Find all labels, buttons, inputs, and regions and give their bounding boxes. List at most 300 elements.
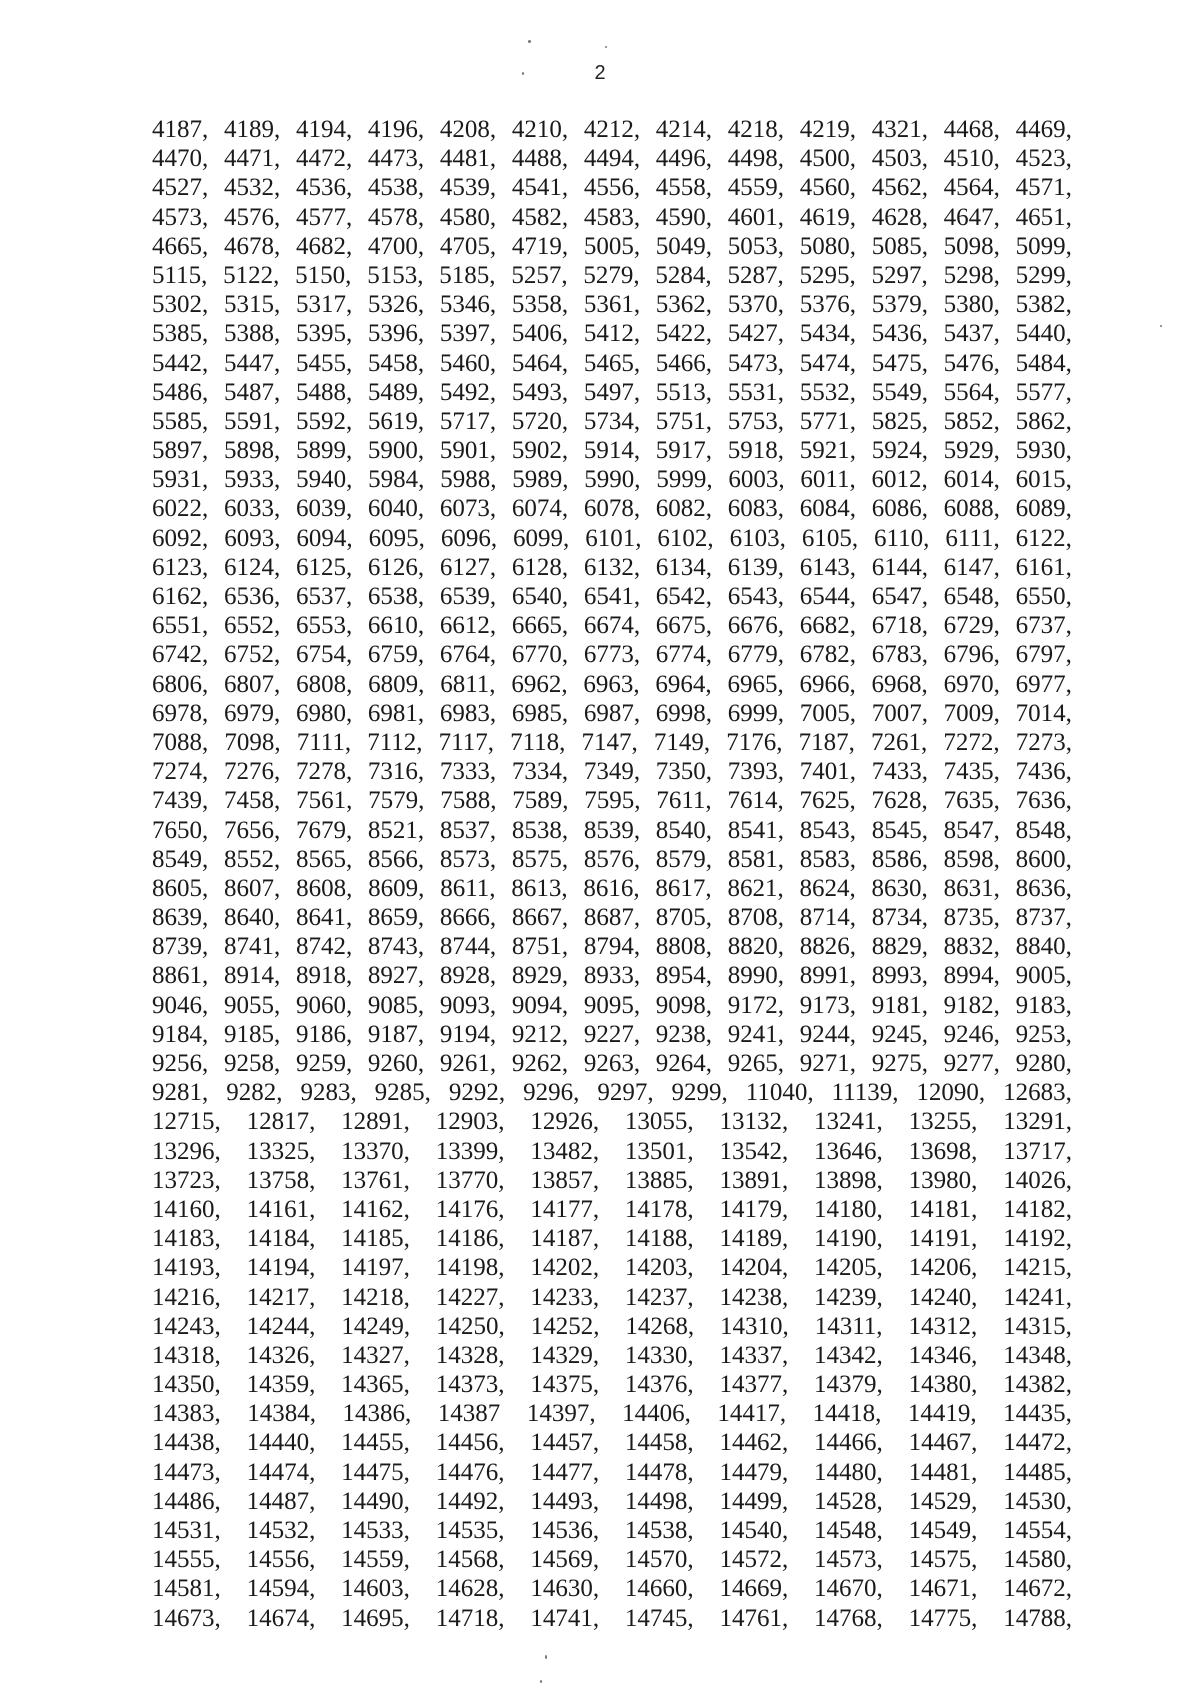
number-entry: 14182, — [1003, 1195, 1072, 1223]
number-entry: 5287, — [727, 261, 784, 289]
number-entry: 9173, — [799, 991, 856, 1019]
number-entry: 8914, — [223, 962, 281, 990]
number-entry: 14455, — [341, 1429, 410, 1457]
number-entry: 14194, — [246, 1254, 316, 1282]
number-entry: 14533, — [341, 1517, 410, 1544]
number-entry: 5474, — [799, 349, 856, 377]
number-entry: 6040, — [367, 495, 425, 523]
number-entry: 4578, — [367, 203, 425, 231]
number-entry: 4538, — [367, 174, 425, 202]
number-entry: 14418, — [812, 1400, 882, 1428]
number-entry: 14473, — [152, 1458, 221, 1486]
number-entry: 6161, — [1015, 553, 1072, 581]
number-entry: 14177, — [530, 1195, 600, 1223]
number-entry: 14373, — [435, 1371, 505, 1399]
number-entry: 8545, — [871, 816, 928, 844]
number-entry: 5924, — [871, 437, 928, 465]
number-entry: 14327, — [341, 1341, 410, 1369]
number-entry: 6985, — [511, 699, 569, 727]
number-entry: 5380, — [943, 291, 1000, 319]
number-entry: 5460, — [439, 349, 497, 377]
number-entry: 6086, — [871, 495, 928, 523]
number-entry: 13255, — [908, 1108, 978, 1136]
number-line — [152, 845, 1072, 874]
number-entry: 5298, — [943, 261, 1000, 289]
number-entry: 14568, — [435, 1546, 505, 1574]
number-entry: 9094, — [511, 991, 569, 1019]
number-entry: 14556, — [246, 1546, 316, 1574]
page-number: 2 — [594, 62, 606, 84]
number-entry: 4218, — [727, 116, 784, 143]
number-entry: 6126, — [367, 553, 425, 581]
number-line — [152, 1283, 1072, 1312]
number-entry: 8743, — [367, 933, 425, 961]
number-entry: 9261, — [439, 1050, 497, 1077]
number-entry: 14775, — [908, 1604, 978, 1632]
number-entry: 5466, — [655, 349, 713, 377]
number-list — [152, 115, 1072, 1633]
number-entry: 4208, — [439, 116, 497, 143]
number-line — [152, 173, 1072, 202]
number-entry: 7088, — [152, 728, 209, 756]
number-entry: 14474, — [246, 1458, 316, 1486]
number-entry: 6773, — [583, 641, 641, 669]
number-entry: 5592, — [295, 407, 353, 435]
scan-speck — [605, 46, 607, 48]
number-entry: 8605, — [152, 874, 209, 902]
number-entry: 8954, — [655, 962, 713, 990]
number-entry: 5005, — [583, 232, 641, 260]
number-entry: 4559, — [727, 174, 784, 202]
number-entry: 7401, — [799, 758, 856, 786]
number-entry: 5279, — [583, 261, 640, 289]
number-entry: 14548, — [814, 1517, 883, 1544]
number-entry: 14575, — [908, 1546, 978, 1574]
number-entry: 14466, — [814, 1429, 883, 1457]
number-line — [152, 1078, 1072, 1107]
number-entry: 6099, — [513, 524, 570, 552]
number-entry: 14311, — [814, 1312, 883, 1340]
number-entry: 6796, — [943, 641, 1000, 669]
number-entry: 8927, — [367, 962, 425, 990]
number-entry: 14197, — [341, 1254, 410, 1282]
number-entry: 6122, — [1015, 524, 1072, 552]
number-entry: 14379, — [814, 1371, 883, 1399]
number-entry: 14671, — [908, 1575, 978, 1603]
number-entry: 8537, — [439, 816, 497, 844]
number-entry: 5434, — [799, 320, 856, 348]
number-line — [152, 1399, 1072, 1428]
number-line — [152, 991, 1072, 1020]
number-entry: 4556, — [583, 174, 641, 202]
number-entry: 6147, — [943, 553, 1000, 581]
number-entry: 14238, — [719, 1283, 789, 1311]
number-line — [152, 144, 1072, 173]
number-entry: 9280, — [1015, 1050, 1072, 1077]
number-entry: 4571, — [1015, 174, 1072, 202]
number-entry: 5591, — [223, 407, 281, 435]
number-entry: 7458, — [224, 787, 281, 815]
number-entry: 7595, — [584, 787, 641, 815]
number-entry: 9244, — [799, 1020, 856, 1048]
number-entry: 14329, — [530, 1341, 600, 1369]
number-entry: 8744, — [439, 933, 497, 961]
number-entry: 6541, — [583, 583, 641, 610]
number-entry: 6729, — [943, 612, 1000, 640]
number-entry: 5385, — [152, 320, 209, 348]
number-entry: 4651, — [1015, 203, 1072, 231]
number-line — [152, 1545, 1072, 1574]
number-entry: 6682, — [799, 612, 856, 640]
number-entry: 14203, — [624, 1254, 694, 1282]
number-entry: 8666, — [439, 904, 497, 932]
number-line — [152, 494, 1072, 523]
number-line — [152, 232, 1072, 261]
number-entry: 8565, — [295, 845, 353, 873]
number-entry: 14741, — [530, 1604, 600, 1632]
number-entry: 14161, — [246, 1195, 316, 1223]
number-entry: 4496, — [655, 145, 713, 173]
number-entry: 5488, — [295, 378, 353, 406]
number-entry: 5447, — [223, 349, 281, 377]
number-entry: 8829, — [871, 933, 928, 961]
number-entry: 6977, — [1015, 670, 1072, 698]
number-entry: 5917, — [655, 437, 713, 465]
number-entry: 9185, — [223, 1020, 281, 1048]
number-entry: 5299, — [1015, 261, 1072, 289]
number-entry: 14191, — [908, 1225, 978, 1253]
number-entry: 7333, — [439, 758, 497, 786]
number-entry: 13758, — [246, 1166, 316, 1194]
number-entry: 8541, — [727, 816, 784, 844]
number-entry: 13482, — [530, 1137, 600, 1165]
number-entry: 14243, — [152, 1312, 221, 1340]
number-entry: 8547, — [943, 816, 1000, 844]
number-entry: 14192, — [1003, 1225, 1072, 1253]
number-entry: 14202, — [530, 1254, 600, 1282]
number-entry: 14178, — [624, 1195, 694, 1223]
number-entry: 8705, — [655, 904, 713, 932]
number-entry: 5317, — [295, 291, 353, 319]
number-entry: 4468, — [943, 116, 1000, 143]
number-entry: 8573, — [439, 845, 497, 873]
number-entry: 4527, — [152, 174, 209, 202]
number-entry: 7614, — [727, 787, 784, 815]
number-entry: 6128, — [511, 553, 569, 581]
number-entry: 14406, — [622, 1400, 691, 1428]
number-entry: 14477, — [530, 1458, 600, 1486]
number-line — [152, 1020, 1072, 1049]
number-entry: 14193, — [152, 1254, 221, 1282]
number-entry: 5900, — [367, 437, 425, 465]
number-entry: 8566, — [367, 845, 425, 873]
number-entry: 13291, — [1003, 1108, 1072, 1136]
number-entry: 9093, — [439, 991, 497, 1019]
number-entry: 9264, — [655, 1050, 713, 1077]
number-entry: 7350, — [655, 758, 713, 786]
number-entry: 6983, — [439, 699, 497, 727]
number-entry: 14384, — [247, 1400, 317, 1428]
number-entry: 6809, — [368, 670, 425, 698]
number-entry: 4510, — [943, 145, 1000, 173]
number-line — [152, 757, 1072, 786]
number-line — [152, 728, 1072, 757]
number-entry: 8617, — [655, 874, 712, 902]
number-entry: 14183, — [152, 1225, 221, 1253]
number-entry: 8741, — [223, 933, 281, 961]
number-entry: 4564, — [943, 174, 1000, 202]
number-entry: 8832, — [943, 933, 1000, 961]
number-line — [152, 261, 1072, 290]
number-entry: 8708, — [727, 904, 784, 932]
number-entry: 14187, — [530, 1225, 600, 1253]
number-entry: 14365, — [341, 1371, 410, 1399]
number-entry: 6962, — [511, 670, 568, 698]
number-entry: 4500, — [799, 145, 856, 173]
number-entry: 8631, — [943, 874, 1000, 902]
number-entry: 14160, — [152, 1195, 221, 1223]
number-entry: 5489, — [367, 378, 425, 406]
number-entry: 7112, — [367, 728, 423, 756]
number-entry: 8737, — [1015, 904, 1072, 932]
number-entry: 5751, — [655, 407, 713, 435]
number-entry: 4628, — [871, 203, 928, 231]
number-entry: 6542, — [655, 583, 713, 610]
number-entry: 9281, — [152, 1079, 209, 1107]
number-entry: 14745, — [624, 1604, 694, 1632]
number-line — [152, 319, 1072, 348]
number-entry: 5734, — [583, 407, 641, 435]
number-entry: 5753, — [727, 407, 784, 435]
number-entry: 9060, — [295, 991, 353, 1019]
number-entry: 9275, — [871, 1050, 928, 1077]
number-entry: 7278, — [295, 758, 353, 786]
number-entry: 6811, — [440, 670, 496, 698]
number-entry: 4580, — [439, 203, 497, 231]
number-entry: 7111, — [296, 728, 352, 756]
number-entry: 14350, — [152, 1371, 221, 1399]
number-entry: 8575, — [511, 845, 569, 873]
number-entry: 4471, — [223, 145, 281, 173]
number-entry: 13646, — [814, 1137, 883, 1165]
number-entry: 4705, — [439, 232, 497, 260]
number-entry: 5427, — [727, 320, 784, 348]
number-entry: 14176, — [435, 1195, 505, 1223]
number-entry: 8640, — [223, 904, 281, 932]
number-entry: 8539, — [583, 816, 641, 844]
number-entry: 5412, — [583, 320, 641, 348]
number-entry: 14240, — [908, 1283, 978, 1311]
number-entry: 8840, — [1015, 933, 1072, 961]
number-entry: 8613, — [511, 874, 568, 902]
number-entry: 13501, — [624, 1137, 694, 1165]
number-line — [152, 1487, 1072, 1516]
number-entry: 5297, — [871, 261, 928, 289]
number-entry: 6674, — [583, 612, 641, 640]
number-entry: 6143, — [799, 553, 856, 581]
number-entry: 8540, — [655, 816, 713, 844]
number-entry: 14674, — [246, 1604, 316, 1632]
number-entry: 4494, — [583, 145, 641, 173]
number-entry: 4582, — [511, 203, 569, 231]
number-entry: 6978, — [152, 699, 209, 727]
number-entry: 6553, — [295, 612, 353, 640]
number-entry: 14456, — [435, 1429, 505, 1457]
number-entry: 14478, — [624, 1458, 694, 1486]
number-entry: 14419, — [907, 1400, 977, 1428]
number-entry: 6082, — [655, 495, 713, 523]
number-entry: 4700, — [367, 232, 425, 260]
number-entry: 7679, — [295, 816, 353, 844]
number-entry: 9095, — [583, 991, 641, 1019]
number-line — [152, 786, 1072, 815]
number-entry: 6551, — [152, 612, 209, 640]
number-entry: 6083, — [727, 495, 784, 523]
number-entry: 14252, — [530, 1312, 600, 1340]
number-entry: 9172, — [727, 991, 784, 1019]
number-entry: 14788, — [1003, 1604, 1072, 1632]
number-entry: 6111, — [945, 524, 1000, 552]
number-entry: 8607, — [224, 874, 281, 902]
number-entry: 14559, — [341, 1546, 410, 1574]
number-entry: 7118, — [510, 728, 566, 756]
number-entry: 5115, — [152, 261, 208, 289]
number-entry: 8990, — [727, 962, 784, 990]
number-entry: 6539, — [439, 583, 497, 610]
number-entry: 6783, — [871, 641, 928, 669]
number-entry: 13698, — [908, 1137, 978, 1165]
number-entry: 6770, — [511, 641, 569, 669]
number-entry: 5914, — [583, 437, 641, 465]
number-entry: 5931, — [152, 466, 209, 494]
number-entry: 12715, — [152, 1108, 221, 1136]
number-entry: 8608, — [296, 874, 353, 902]
number-entry: 14188, — [624, 1225, 694, 1253]
number-entry: 5988, — [440, 466, 497, 494]
number-entry: 6093, — [224, 524, 281, 552]
number-entry: 6144, — [871, 553, 928, 581]
number-entry: 14375, — [530, 1371, 600, 1399]
number-entry: 6980, — [295, 699, 353, 727]
number-entry: 14383, — [152, 1400, 221, 1428]
number-entry: 13980, — [908, 1166, 978, 1194]
number-entry: 14573, — [814, 1546, 883, 1574]
number-entry: 4503, — [871, 145, 928, 173]
number-entry: 6033, — [223, 495, 281, 523]
number-entry: 7098, — [224, 728, 281, 756]
number-entry: 12926, — [530, 1108, 600, 1136]
number-entry: 5771, — [799, 407, 856, 435]
number-entry: 6078, — [583, 495, 641, 523]
number-entry: 7628, — [871, 787, 928, 815]
number-entry: 14462, — [719, 1429, 789, 1457]
number-line — [152, 1312, 1072, 1341]
number-line — [152, 611, 1072, 640]
number-entry: 14570, — [624, 1546, 694, 1574]
number-entry: 8641, — [295, 904, 353, 932]
number-entry: 14630, — [530, 1575, 600, 1603]
number-entry: 14467, — [908, 1429, 978, 1457]
number-entry: 9245, — [871, 1020, 928, 1048]
number-entry: 14377, — [719, 1371, 789, 1399]
number-entry: 14312, — [908, 1312, 978, 1340]
number-line — [152, 1516, 1072, 1545]
number-entry: 4539, — [439, 174, 497, 202]
number-entry: 9005, — [1015, 962, 1072, 990]
number-entry: 5406, — [511, 320, 569, 348]
number-line — [152, 1137, 1072, 1166]
number-entry: 9098, — [655, 991, 713, 1019]
number-entry: 7273, — [1015, 728, 1072, 756]
number-entry: 5532, — [799, 378, 856, 406]
number-entry: 11040, — [745, 1079, 814, 1107]
number-entry: 8751, — [511, 933, 569, 961]
scan-speck — [1160, 325, 1162, 327]
number-line — [152, 1341, 1072, 1370]
number-entry: 14189, — [719, 1225, 789, 1253]
number-entry: 13399, — [435, 1137, 505, 1165]
number-entry: 6015, — [1015, 466, 1072, 494]
number-entry: 14241, — [1003, 1283, 1072, 1311]
number-entry: 9260, — [367, 1050, 425, 1077]
number-entry: 14457, — [530, 1429, 600, 1457]
number-entry: 9292, — [448, 1079, 506, 1107]
scan-speck — [540, 1680, 542, 1683]
number-entry: 6797, — [1015, 641, 1072, 669]
number-entry: 4678, — [223, 232, 281, 260]
number-entry: 14695, — [341, 1604, 410, 1632]
number-entry: 7187, — [798, 728, 855, 756]
number-entry: 14387 — [437, 1400, 501, 1428]
number-entry: 5053, — [727, 232, 784, 260]
number-entry: 7436, — [1015, 758, 1072, 786]
number-entry: 14198, — [435, 1254, 505, 1282]
number-entry: 6074, — [511, 495, 569, 523]
number-entry: 8598, — [943, 845, 1000, 873]
number-entry: 6806, — [152, 670, 209, 698]
number-entry: 6965, — [727, 670, 784, 698]
number-entry: 6807, — [224, 670, 281, 698]
number-entry: 14218, — [341, 1283, 410, 1311]
number-entry: 6998, — [655, 699, 713, 727]
number-entry: 7625, — [799, 787, 856, 815]
number-entry: 14438, — [152, 1429, 221, 1457]
number-entry: 6610, — [367, 612, 425, 640]
number-entry: 5720, — [511, 407, 569, 435]
number-entry: 14397, — [526, 1400, 596, 1428]
number-entry: 9194, — [439, 1020, 497, 1048]
number-entry: 4469, — [1015, 116, 1072, 143]
number-entry: 14536, — [530, 1517, 600, 1544]
number-entry: 6540, — [511, 583, 569, 610]
number-entry: 9253, — [1015, 1020, 1072, 1048]
number-entry: 6987, — [583, 699, 641, 727]
number-entry: 9181, — [871, 991, 928, 1019]
number-entry: 9238, — [655, 1020, 713, 1048]
number-entry: 5302, — [152, 291, 209, 319]
number-entry: 14554, — [1003, 1517, 1072, 1544]
number-entry: 9258, — [223, 1050, 281, 1077]
number-entry: 5486, — [152, 378, 209, 406]
number-entry: 14180, — [814, 1195, 883, 1223]
number-entry: 14530, — [1003, 1487, 1072, 1515]
number-entry: 14184, — [246, 1225, 316, 1253]
number-entry: 14250, — [436, 1312, 505, 1340]
number-entry: 13885, — [624, 1166, 694, 1194]
number-entry: 7435, — [943, 758, 1000, 786]
number-entry: 14215, — [1003, 1254, 1072, 1282]
number-entry: 6088, — [943, 495, 1000, 523]
